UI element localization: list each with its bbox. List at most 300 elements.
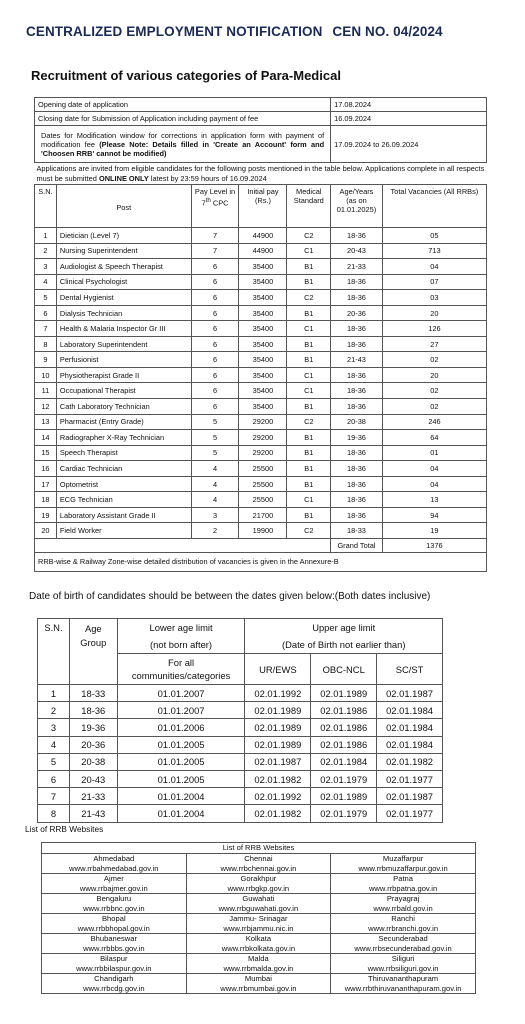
websites-header-row	[42, 843, 476, 854]
post-medical: B1	[287, 352, 331, 368]
header-vacancies: Total Vacancies (All RRBs)	[382, 185, 486, 228]
post-initial-pay: 25500	[239, 461, 287, 477]
dob-ur-ews: 02.01.1982	[245, 805, 311, 822]
rrb-website-cell	[331, 854, 476, 874]
post-row	[35, 523, 487, 539]
header-post: Post	[56, 185, 191, 228]
post-row	[35, 492, 487, 508]
rrb-city: Chennai	[244, 854, 273, 864]
post-pay-level: 6	[191, 352, 239, 368]
rrb-city: Thiruvananthapuram	[368, 974, 439, 984]
post-age: 18-36	[331, 383, 383, 399]
rrb-website-cell	[186, 974, 331, 994]
post-age: 18-36	[331, 461, 383, 477]
post-pay-level: 4	[191, 461, 239, 477]
dob-header-scst: SC/ST	[377, 654, 443, 685]
post-name: Pharmacist (Entry Grade)	[56, 414, 191, 430]
post-name: Nursing Superintendent	[56, 243, 191, 259]
dob-table	[37, 618, 443, 823]
post-name: Clinical Psychologist	[56, 274, 191, 290]
rrb-website-cell	[186, 914, 331, 934]
grand-total-value: 1376	[382, 538, 486, 552]
post-row	[35, 352, 487, 368]
rrb-website-link[interactable]: www.rrbmumbai.gov.in	[220, 983, 297, 993]
post-row	[35, 290, 487, 306]
dob-header-lower-sub: (not born after)	[117, 636, 245, 654]
rrb-city: Prayagraj	[386, 894, 420, 904]
dob-sc-st: 02.01.1984	[377, 736, 443, 753]
post-age: 18-36	[331, 507, 383, 523]
header-pay-level: Pay Level in 7th CPC	[191, 185, 239, 228]
rrb-website-link[interactable]: www.rrbbbs.gov.in	[83, 943, 145, 953]
post-age: 18-36	[331, 492, 383, 508]
post-age: 18-36	[331, 399, 383, 415]
post-medical: B1	[287, 476, 331, 492]
post-name: Dietician (Level 7)	[56, 228, 191, 244]
dob-header-row-1	[38, 619, 443, 637]
rrb-website-cell	[331, 914, 476, 934]
dob-header-ur: UR/EWS	[245, 654, 311, 685]
post-vacancies: 64	[382, 430, 486, 446]
post-age: 18-36	[331, 290, 383, 306]
dob-obc-ncl: 02.01.1979	[311, 805, 377, 822]
dob-age-group: 20-38	[69, 753, 117, 770]
rrb-city: Secunderabad	[378, 934, 428, 944]
dob-lower-limit: 01.01.2006	[117, 719, 245, 736]
post-pay-level: 2	[191, 523, 239, 539]
dob-sc-st: 02.01.1977	[377, 770, 443, 787]
dob-ur-ews: 02.01.1987	[245, 753, 311, 770]
rrb-website-link[interactable]: www.rrbgkp.gov.in	[227, 883, 290, 893]
post-age: 21-43	[331, 352, 383, 368]
websites-row	[42, 934, 476, 954]
post-initial-pay: 44900	[239, 243, 287, 259]
dob-sc-st: 02.01.1984	[377, 719, 443, 736]
websites-row	[42, 974, 476, 994]
date-value: 17.08.2024	[331, 98, 487, 112]
post-age: 18-36	[331, 228, 383, 244]
rrb-city: Bhopal	[101, 914, 126, 924]
rrb-website-cell	[42, 854, 187, 874]
post-sn: 1	[35, 228, 57, 244]
notification-header	[26, 24, 443, 39]
post-name: ECG Technician	[56, 492, 191, 508]
opening-date-row	[35, 98, 487, 112]
post-vacancies: 94	[382, 507, 486, 523]
rrb-city: Muzaffarpur	[382, 854, 424, 864]
post-sn: 14	[35, 430, 57, 446]
post-initial-pay: 29200	[239, 445, 287, 461]
vacancy-footer-row	[35, 552, 487, 571]
applications-note-text: Applications are invited from eligible candidates for the following posts mentioned in the table below. Applications complete in all respects must be submitted ONLINE ONLY latest by 23:59 hours of 16.09.2024	[36, 164, 485, 183]
rrb-website-cell	[42, 974, 187, 994]
rrb-website-link[interactable]: www.rrbranchi.gov.in	[368, 923, 439, 933]
post-row	[35, 259, 487, 275]
post-vacancies: 27	[382, 336, 486, 352]
dob-ur-ews: 02.01.1992	[245, 685, 311, 702]
post-initial-pay: 25500	[239, 476, 287, 492]
post-age: 18-33	[331, 523, 383, 539]
dob-age-group: 18-33	[69, 685, 117, 702]
rrb-website-link[interactable]: www.rrbsecunderabad.gov.in	[354, 943, 452, 953]
post-name: Audiologist & Speech Therapist	[56, 259, 191, 275]
rrb-website-link[interactable]: www.rrbahmedabad.gov.in	[69, 863, 159, 873]
post-pay-level: 6	[191, 259, 239, 275]
post-initial-pay: 35400	[239, 274, 287, 290]
post-name: Optometrist	[56, 476, 191, 492]
dob-lower-limit: 01.01.2004	[117, 788, 245, 805]
post-initial-pay: 21700	[239, 507, 287, 523]
post-age: 18-36	[331, 476, 383, 492]
dob-row	[38, 719, 443, 736]
post-pay-level: 6	[191, 367, 239, 383]
post-initial-pay: 29200	[239, 414, 287, 430]
dob-ur-ews: 02.01.1982	[245, 770, 311, 787]
dob-sn: 4	[38, 736, 70, 753]
post-row	[35, 461, 487, 477]
rrb-city: Guwahati	[242, 894, 275, 904]
rrb-website-link[interactable]: www.rrbkolkata.gov.in	[221, 943, 296, 953]
post-age: 18-36	[331, 445, 383, 461]
rrb-city: Patna	[393, 874, 414, 884]
post-sn: 3	[35, 259, 57, 275]
post-sn: 20	[35, 523, 57, 539]
rrb-website-cell	[42, 874, 187, 894]
dob-lower-limit: 01.01.2005	[117, 770, 245, 787]
dob-sn: 2	[38, 702, 70, 719]
rrb-city: Ranchi	[391, 914, 415, 924]
post-medical: C1	[287, 492, 331, 508]
post-name: Field Worker	[56, 523, 191, 539]
websites-table	[41, 842, 476, 994]
dob-row	[38, 788, 443, 805]
rrb-website-link[interactable]: www.rrbchennai.gov.in	[220, 863, 297, 873]
post-name: Laboratory Assistant Grade II	[56, 507, 191, 523]
post-initial-pay: 19900	[239, 523, 287, 539]
post-vacancies: 03	[382, 290, 486, 306]
post-age: 21-33	[331, 259, 383, 275]
dob-row	[38, 702, 443, 719]
post-age: 18-36	[331, 336, 383, 352]
date-label: Opening date of application	[35, 98, 331, 112]
post-row	[35, 305, 487, 321]
rrb-website-cell	[42, 914, 187, 934]
rrb-website-cell	[186, 854, 331, 874]
dob-sn: 5	[38, 753, 70, 770]
post-initial-pay: 35400	[239, 352, 287, 368]
post-age: 19-36	[331, 430, 383, 446]
post-medical: B1	[287, 305, 331, 321]
post-row	[35, 228, 487, 244]
post-pay-level: 4	[191, 492, 239, 508]
rrb-city: Mumbai	[244, 974, 272, 984]
rrb-city: Bengaluru	[96, 894, 132, 904]
post-row	[35, 243, 487, 259]
rrb-website-link[interactable]: www.rrbbhopal.gov.in	[77, 923, 150, 933]
date-value: 16.09.2024	[331, 112, 487, 126]
rrb-city: Jammu- Srinagar	[229, 914, 288, 924]
post-initial-pay: 35400	[239, 290, 287, 306]
dob-age-group: 20-43	[69, 770, 117, 787]
dob-heading: Date of birth of candidates should be between the dates given below:(Both dates inclusive)	[29, 591, 431, 602]
post-pay-level: 6	[191, 321, 239, 337]
date-label: Closing date for Submission of Application including payment of fee	[35, 112, 331, 126]
dob-lower-limit: 01.01.2007	[117, 702, 245, 719]
rrb-city: Malda	[248, 954, 269, 964]
date-label: Dates for Modification window for corrections in application form with payment of modification fee (Please Note: Details filled in 'Create an Account' form and 'Choosen RRB' cannot be modified)	[35, 126, 331, 163]
post-sn: 7	[35, 321, 57, 337]
dob-age-group: 19-36	[69, 719, 117, 736]
post-age: 18-36	[331, 321, 383, 337]
post-row	[35, 507, 487, 523]
post-initial-pay: 25500	[239, 492, 287, 508]
dob-sn: 3	[38, 719, 70, 736]
post-row	[35, 321, 487, 337]
post-name: Occupational Therapist	[56, 383, 191, 399]
rrb-website-cell	[186, 954, 331, 974]
post-name: Dental Hygienist	[56, 290, 191, 306]
rrb-website-link[interactable]: www.rrbajmer.gov.in	[79, 883, 148, 893]
post-medical: C1	[287, 383, 331, 399]
post-initial-pay: 44900	[239, 228, 287, 244]
dob-obc-ncl: 02.01.1984	[311, 753, 377, 770]
rrb-website-cell	[186, 934, 331, 954]
post-medical: B1	[287, 445, 331, 461]
post-initial-pay: 35400	[239, 259, 287, 275]
rrb-website-cell	[331, 874, 476, 894]
vacancy-footer-note: RRB-wise & Railway Zone-wise detailed distribution of vacancies is given in the Annexure-B	[35, 552, 487, 571]
closing-date-row	[35, 112, 487, 126]
header-age: Age/Years (as on 01.01.2025)	[331, 185, 383, 228]
websites-row	[42, 854, 476, 874]
post-sn: 11	[35, 383, 57, 399]
post-medical: B1	[287, 336, 331, 352]
post-vacancies: 07	[382, 274, 486, 290]
dob-header-sn: S.N.	[38, 619, 70, 685]
post-initial-pay: 35400	[239, 383, 287, 399]
post-sn: 18	[35, 492, 57, 508]
post-row	[35, 476, 487, 492]
rrb-city: Gorakhpur	[240, 874, 277, 884]
posts-header-row	[35, 185, 487, 228]
rrb-website-link[interactable]: www.rrbbilaspur.gov.in	[76, 963, 152, 973]
rrb-website-link[interactable]: www.rrbmalda.gov.in	[223, 963, 294, 973]
grand-total-row	[35, 538, 487, 552]
rrb-website-cell	[42, 954, 187, 974]
post-sn: 6	[35, 305, 57, 321]
post-name: Perfusionist	[56, 352, 191, 368]
dob-sn: 1	[38, 685, 70, 702]
post-medical: C2	[287, 290, 331, 306]
post-sn: 17	[35, 476, 57, 492]
post-row	[35, 383, 487, 399]
post-initial-pay: 35400	[239, 305, 287, 321]
rrb-website-link[interactable]: www.rrbald.gov.in	[373, 903, 433, 913]
post-name: Health & Malaria Inspector Gr III	[56, 321, 191, 337]
post-medical: C2	[287, 414, 331, 430]
date-value: 17.09.2024 to 26.09.2024	[331, 126, 487, 163]
post-medical: C2	[287, 523, 331, 539]
rrb-website-cell	[331, 974, 476, 994]
post-pay-level: 4	[191, 476, 239, 492]
rrb-website-cell	[331, 894, 476, 914]
dob-sc-st: 02.01.1982	[377, 753, 443, 770]
dob-lower-limit: 01.01.2005	[117, 753, 245, 770]
post-age: 18-36	[331, 274, 383, 290]
grand-total-label: Grand Total	[331, 538, 383, 552]
rrb-city: Bilaspur	[100, 954, 128, 964]
dob-sc-st: 02.01.1984	[377, 702, 443, 719]
rrb-website-link[interactable]: www.rrbguwahati.gov.in	[218, 903, 299, 913]
dob-header-lower: Lower age limit	[117, 619, 245, 637]
rrb-website-cell	[331, 954, 476, 974]
post-name: Cath Laboratory Technician	[56, 399, 191, 415]
header-sn: S.N.	[35, 185, 57, 228]
post-medical: C1	[287, 321, 331, 337]
post-vacancies: 04	[382, 259, 486, 275]
post-name: Dialysis Technician	[56, 305, 191, 321]
post-row	[35, 414, 487, 430]
post-age: 20-36	[331, 305, 383, 321]
post-age: 20-38	[331, 414, 383, 430]
page-title: Recruitment of various categories of Para-Medical	[31, 68, 341, 83]
post-vacancies: 13	[382, 492, 486, 508]
post-medical: C1	[287, 367, 331, 383]
post-pay-level: 6	[191, 336, 239, 352]
header-initial-pay: Initial pay (Rs.)	[239, 185, 287, 228]
post-age: 18-36	[331, 367, 383, 383]
post-age: 20-43	[331, 243, 383, 259]
post-medical: C2	[287, 228, 331, 244]
rrb-city: Bhubaneswar	[90, 934, 138, 944]
websites-row	[42, 954, 476, 974]
rrb-website-cell	[186, 894, 331, 914]
post-medical: B1	[287, 507, 331, 523]
dob-header-obc: OBC-NCL	[311, 654, 377, 685]
rrb-website-link[interactable]: www.rrbsiliguri.gov.in	[367, 963, 439, 973]
dob-obc-ncl: 02.01.1989	[311, 685, 377, 702]
websites-row	[42, 894, 476, 914]
rrb-website-link[interactable]: www.rrbjammu.nic.in	[223, 923, 294, 933]
dob-sn: 7	[38, 788, 70, 805]
post-row	[35, 399, 487, 415]
rrb-website-cell	[331, 934, 476, 954]
post-pay-level: 3	[191, 507, 239, 523]
post-medical: B1	[287, 274, 331, 290]
websites-row	[42, 914, 476, 934]
dob-ur-ews: 02.01.1992	[245, 788, 311, 805]
post-medical: B1	[287, 399, 331, 415]
dob-age-group: 21-33	[69, 788, 117, 805]
post-initial-pay: 35400	[239, 399, 287, 415]
dob-header-upper: Upper age limit	[245, 619, 443, 637]
post-pay-level: 6	[191, 383, 239, 399]
post-vacancies: 246	[382, 414, 486, 430]
rrb-website-cell	[186, 874, 331, 894]
rrb-city: Chandigarh	[94, 974, 134, 984]
dob-sc-st: 02.01.1977	[377, 805, 443, 822]
post-pay-level: 7	[191, 243, 239, 259]
websites-label: List of RRB Websites	[25, 824, 104, 834]
post-pay-level: 6	[191, 399, 239, 415]
dob-obc-ncl: 02.01.1986	[311, 719, 377, 736]
dob-age-group: 20-36	[69, 736, 117, 753]
dob-lower-limit: 01.01.2007	[117, 685, 245, 702]
post-pay-level: 6	[191, 305, 239, 321]
dob-ur-ews: 02.01.1989	[245, 719, 311, 736]
applications-note	[35, 163, 487, 185]
post-pay-level: 7	[191, 228, 239, 244]
dob-lower-limit: 01.01.2004	[117, 805, 245, 822]
post-initial-pay: 35400	[239, 336, 287, 352]
cen-number: CEN NO. 04/2024	[332, 24, 443, 39]
post-name: Cardiac Technician	[56, 461, 191, 477]
post-initial-pay: 35400	[239, 367, 287, 383]
post-vacancies: 02	[382, 352, 486, 368]
post-vacancies: 04	[382, 461, 486, 477]
rrb-website-link[interactable]: www.rrbthiruvananthapuram.gov.in	[344, 983, 462, 993]
post-row	[35, 336, 487, 352]
post-name: Laboratory Superintendent	[56, 336, 191, 352]
post-sn: 15	[35, 445, 57, 461]
post-vacancies: 20	[382, 305, 486, 321]
post-sn: 16	[35, 461, 57, 477]
rrb-website-cell	[42, 934, 187, 954]
dob-header-age-group: Age Group	[69, 619, 117, 685]
post-sn: 5	[35, 290, 57, 306]
dob-ur-ews: 02.01.1989	[245, 702, 311, 719]
post-pay-level: 5	[191, 445, 239, 461]
rrb-website-link[interactable]: www.rrbpatna.gov.in	[368, 883, 438, 893]
post-row	[35, 430, 487, 446]
post-row	[35, 274, 487, 290]
post-pay-level: 6	[191, 290, 239, 306]
rrb-city: Siliguri	[391, 954, 415, 964]
dob-sc-st: 02.01.1987	[377, 788, 443, 805]
dob-row	[38, 736, 443, 753]
dob-obc-ncl: 02.01.1979	[311, 770, 377, 787]
post-medical: C1	[287, 243, 331, 259]
modification-window-row	[35, 126, 487, 163]
post-name: Physiotherapist Grade II	[56, 367, 191, 383]
post-row	[35, 445, 487, 461]
post-vacancies: 20	[382, 367, 486, 383]
post-sn: 8	[35, 336, 57, 352]
post-initial-pay: 35400	[239, 321, 287, 337]
post-medical: B1	[287, 430, 331, 446]
post-vacancies: 126	[382, 321, 486, 337]
post-name: Radiographer X-Ray Technician	[56, 430, 191, 446]
rrb-website-link[interactable]: www.rrbbnc.gov.in	[83, 903, 145, 913]
dob-row	[38, 685, 443, 702]
notification-title: CENTRALIZED EMPLOYMENT NOTIFICATION	[26, 24, 323, 39]
post-vacancies: 02	[382, 399, 486, 415]
dob-lower-limit: 01.01.2005	[117, 736, 245, 753]
rrb-city: Kolkata	[245, 934, 272, 944]
post-name: Speech Therapist	[56, 445, 191, 461]
dob-age-group: 21-43	[69, 805, 117, 822]
rrb-website-link[interactable]: www.rrbcdg.gov.in	[83, 983, 145, 993]
websites-table-title: List of RRB Websites	[42, 843, 476, 854]
rrb-website-link[interactable]: www.rrbmuzaffarpur.gov.in	[358, 863, 448, 873]
dob-obc-ncl: 02.01.1989	[311, 788, 377, 805]
dob-sn: 8	[38, 805, 70, 822]
dob-row	[38, 753, 443, 770]
post-sn: 10	[35, 367, 57, 383]
post-initial-pay: 29200	[239, 430, 287, 446]
dob-row	[38, 770, 443, 787]
post-vacancies: 713	[382, 243, 486, 259]
